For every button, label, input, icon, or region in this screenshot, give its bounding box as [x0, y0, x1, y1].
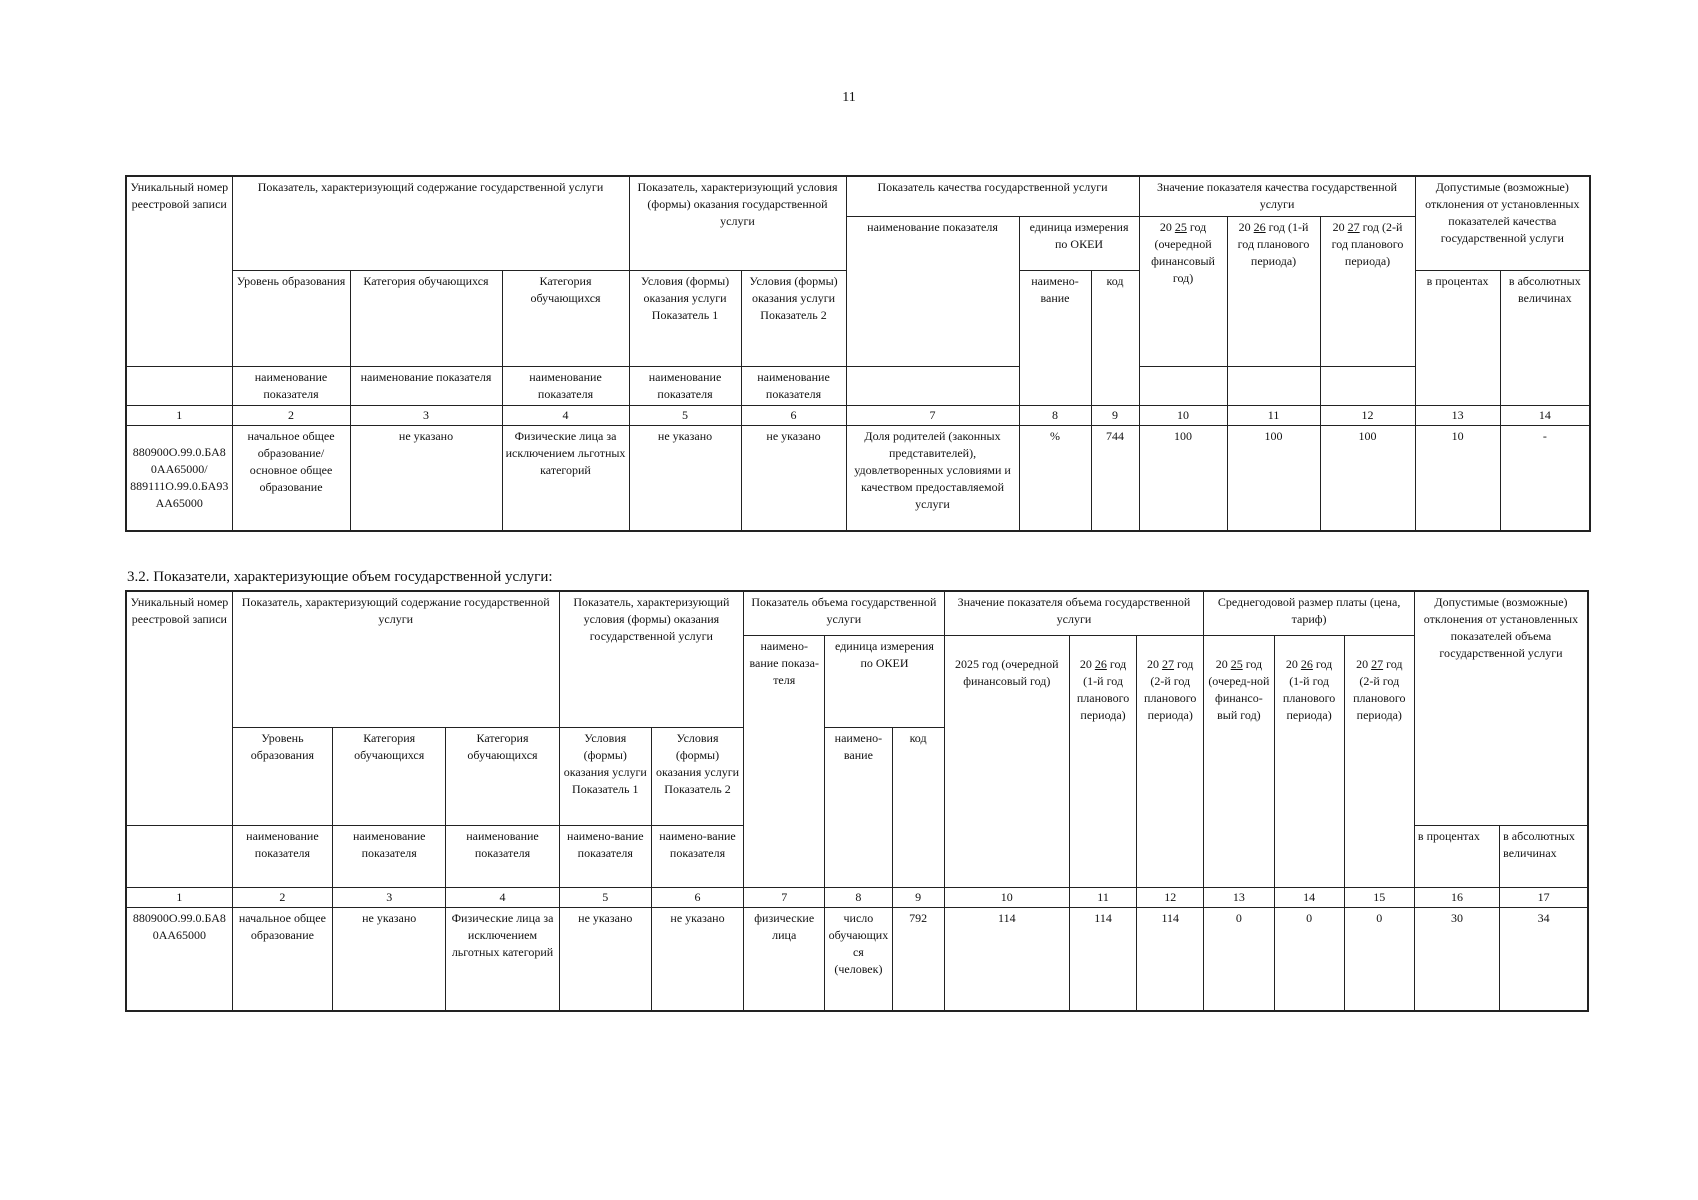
- value-2026-cell: 114: [1069, 907, 1136, 1011]
- header-deviation: Допустимые (возможные) отклонения от установленных показателей качества государственной услуги: [1415, 176, 1590, 270]
- header-okei: единица измерения по ОКЕИ: [1019, 216, 1139, 270]
- column-number: 1: [126, 405, 232, 425]
- column-number: 6: [741, 405, 846, 425]
- header-percent: в процентах: [1414, 825, 1499, 887]
- header-unique-filler: [126, 366, 232, 405]
- header-year-2027: 20 27 год (2-й год планового периода): [1320, 216, 1415, 366]
- header-content-indicator: Показатель, характеризующий содержание государственной услуги: [232, 176, 629, 270]
- header-year-2027: 20 27 год (2-й год планового периода): [1137, 635, 1204, 887]
- fee-2027-cell: 0: [1344, 907, 1414, 1011]
- unique-number-cell: 880900О.99.0.БА80АА65000/ 889111О.99.0.БА93АА65000: [126, 425, 232, 531]
- header-deviation: Допустимые (возможные) отклонения от установленных показателей объема государственной услуги: [1414, 591, 1588, 825]
- student-category-cell: Физические лица за исключением льготных категорий: [502, 425, 629, 531]
- indicator-name-cell: физические лица: [744, 907, 825, 1011]
- header-indicator-name-sub: наименование показателя: [446, 825, 559, 887]
- unit-name-cell: %: [1019, 425, 1091, 531]
- header-okei: единица измерения по ОКЕИ: [825, 635, 944, 727]
- column-number: 12: [1137, 887, 1204, 907]
- header-indicator-name-sub: наименование показателя: [741, 366, 846, 405]
- header-year-2025: 20 25 год (очередной финансовый год): [1139, 216, 1227, 366]
- header-fee-2027: 20 27 год (2-й год планового периода): [1344, 635, 1414, 887]
- value-2027-cell: 114: [1137, 907, 1204, 1011]
- header-year-filler: [1227, 366, 1320, 405]
- header-student-category-1: Категория обучающихся: [333, 727, 446, 825]
- column-number: 10: [944, 887, 1069, 907]
- value-2025-cell: 100: [1139, 425, 1227, 531]
- header-unit-code: код: [1091, 270, 1139, 405]
- value-2027-cell: 100: [1320, 425, 1415, 531]
- header-indicator-name: наимено-вание показа-теля: [744, 635, 825, 887]
- header-condition-2: Условия (формы) оказания услуги Показатель 2: [741, 270, 846, 366]
- column-number: 11: [1069, 887, 1136, 907]
- header-average-fee: Среднегодовой размер платы (цена, тариф): [1204, 591, 1415, 635]
- header-quality-values: Значение показателя качества государственной услуги: [1139, 176, 1415, 216]
- header-content-indicator: Показатель, характеризующий содержание государственной услуги: [232, 591, 559, 727]
- column-number: 5: [559, 887, 651, 907]
- column-number: 5: [629, 405, 741, 425]
- table-row: [126, 425, 1590, 531]
- column-number: 3: [350, 405, 502, 425]
- header-absolute: в абсолютных величинах: [1500, 270, 1590, 405]
- column-number: 3: [333, 887, 446, 907]
- header-volume-values: Значение показателя объема государственной услуги: [944, 591, 1204, 635]
- deviation-absolute-cell: 34: [1500, 907, 1588, 1011]
- header-indicator-name-sub: наименование показателя: [502, 366, 629, 405]
- column-number: 13: [1415, 405, 1500, 425]
- header-indicator-name-sub: наименование показателя: [629, 366, 741, 405]
- volume-indicators-table: [125, 590, 1589, 1012]
- header-year-filler: [1320, 366, 1415, 405]
- column-number: 9: [1091, 405, 1139, 425]
- quality-indicators-table: [125, 175, 1591, 532]
- fee-2025-cell: 0: [1204, 907, 1274, 1011]
- deviation-percent-cell: 30: [1414, 907, 1499, 1011]
- column-number: 4: [502, 405, 629, 425]
- education-level-cell: начальное общее образование/ основное общее образование: [232, 425, 350, 531]
- value-2026-cell: 100: [1227, 425, 1320, 531]
- column-number: 8: [825, 887, 892, 907]
- section-title: 3.2. Показатели, характеризующие объем государственной услуги:: [127, 569, 553, 585]
- header-unique-number: Уникальный номер реестровой записи: [126, 591, 232, 825]
- header-conditions-indicator: Показатель, характеризующий условия (формы) оказания государственной услуги: [629, 176, 846, 270]
- page-number: 11: [842, 90, 856, 105]
- header-year-2025: 2025 год (очередной финансовый год): [944, 635, 1069, 887]
- unit-name-cell: число обучающихся (человек): [825, 907, 892, 1011]
- indicator-name-cell: Доля родителей (законных представителей), удовлетворенных условиями и качеством предоставляемой услуги: [846, 425, 1019, 531]
- header-unit-code: код: [892, 727, 944, 887]
- column-number: 11: [1227, 405, 1320, 425]
- header-conditions-indicator: Показатель, характеризующий условия (формы) оказания государственной услуги: [559, 591, 743, 727]
- header-year-filler: [1139, 366, 1227, 405]
- header-indicator-name-sub: наименование показателя: [333, 825, 446, 887]
- column-number: 9: [892, 887, 944, 907]
- header-indicator-name-sub: наименование показателя: [232, 366, 350, 405]
- student-category-cell: не указано: [333, 907, 446, 1011]
- header-indicator-name-sub: наимено-вание показателя: [559, 825, 651, 887]
- column-number: 14: [1500, 405, 1590, 425]
- column-number: 2: [232, 887, 332, 907]
- deviation-percent-cell: 10: [1415, 425, 1500, 531]
- header-indicator-name: наименование показателя: [846, 216, 1019, 366]
- header-student-category-2: Категория обучающихся: [446, 727, 559, 825]
- header-condition-1: Условия (формы) оказания услуги Показатель 1: [629, 270, 741, 366]
- header-quality-indicator: Показатель качества государственной услуги: [846, 176, 1139, 216]
- header-education-level: Уровень образования: [232, 270, 350, 366]
- header-indicator-name-sub: наименование показателя: [232, 825, 332, 887]
- column-numbers-row: [126, 887, 1588, 907]
- column-number: 8: [1019, 405, 1091, 425]
- header-unique-number: Уникальный номер реестровой записи: [126, 176, 232, 366]
- header-student-category-2: Категория обучающихся: [502, 270, 629, 366]
- column-number: 7: [846, 405, 1019, 425]
- header-indicator-name-filler: [846, 366, 1019, 405]
- header-fee-2025: 20 25 год (очеред-ной финансо-вый год): [1204, 635, 1274, 887]
- header-indicator-name-sub: наимено-вание показателя: [651, 825, 743, 887]
- column-number: 13: [1204, 887, 1274, 907]
- header-student-category-1: Категория обучающихся: [350, 270, 502, 366]
- column-number: 2: [232, 405, 350, 425]
- column-number: 4: [446, 887, 559, 907]
- header-percent: в процентах: [1415, 270, 1500, 405]
- condition-cell: не указано: [651, 907, 743, 1011]
- header-year-2026: 20 26 год (1-й год планового периода): [1069, 635, 1136, 887]
- header-condition-1: Условия (формы) оказания услуги Показатель 1: [559, 727, 651, 825]
- condition-cell: не указано: [559, 907, 651, 1011]
- student-category-cell: не указано: [350, 425, 502, 531]
- column-number: 17: [1500, 887, 1588, 907]
- header-condition-2: Условия (формы) оказания услуги Показатель 2: [651, 727, 743, 825]
- education-level-cell: начальное общее образование: [232, 907, 332, 1011]
- header-fee-2026: 20 26 год (1-й год планового периода): [1274, 635, 1344, 887]
- column-number: 14: [1274, 887, 1344, 907]
- column-numbers-row: [126, 405, 1590, 425]
- condition-cell: не указано: [629, 425, 741, 531]
- header-unique-filler: [126, 825, 232, 887]
- column-number: 12: [1320, 405, 1415, 425]
- header-unit-name: наимено-вание: [825, 727, 892, 887]
- student-category-cell: Физические лица за исключением льготных категорий: [446, 907, 559, 1011]
- condition-cell: не указано: [741, 425, 846, 531]
- column-number: 1: [126, 887, 232, 907]
- column-number: 10: [1139, 405, 1227, 425]
- column-number: 6: [651, 887, 743, 907]
- unique-number-cell: 880900О.99.0.БА80АА65000: [126, 907, 232, 1011]
- header-volume-indicator: Показатель объема государственной услуги: [744, 591, 945, 635]
- header-education-level: Уровень образования: [232, 727, 332, 825]
- column-number: 15: [1344, 887, 1414, 907]
- header-unit-name: наимено-вание: [1019, 270, 1091, 405]
- header-indicator-name-sub: наименование показателя: [350, 366, 502, 405]
- column-number: 16: [1414, 887, 1499, 907]
- unit-code-cell: 792: [892, 907, 944, 1011]
- value-2025-cell: 114: [944, 907, 1069, 1011]
- deviation-absolute-cell: -: [1500, 425, 1590, 531]
- table-row: [126, 907, 1588, 1011]
- unit-code-cell: 744: [1091, 425, 1139, 531]
- fee-2026-cell: 0: [1274, 907, 1344, 1011]
- header-absolute: в абсолютных величинах: [1500, 825, 1588, 887]
- header-year-2026: 20 26 год (1-й год планового периода): [1227, 216, 1320, 366]
- column-number: 7: [744, 887, 825, 907]
